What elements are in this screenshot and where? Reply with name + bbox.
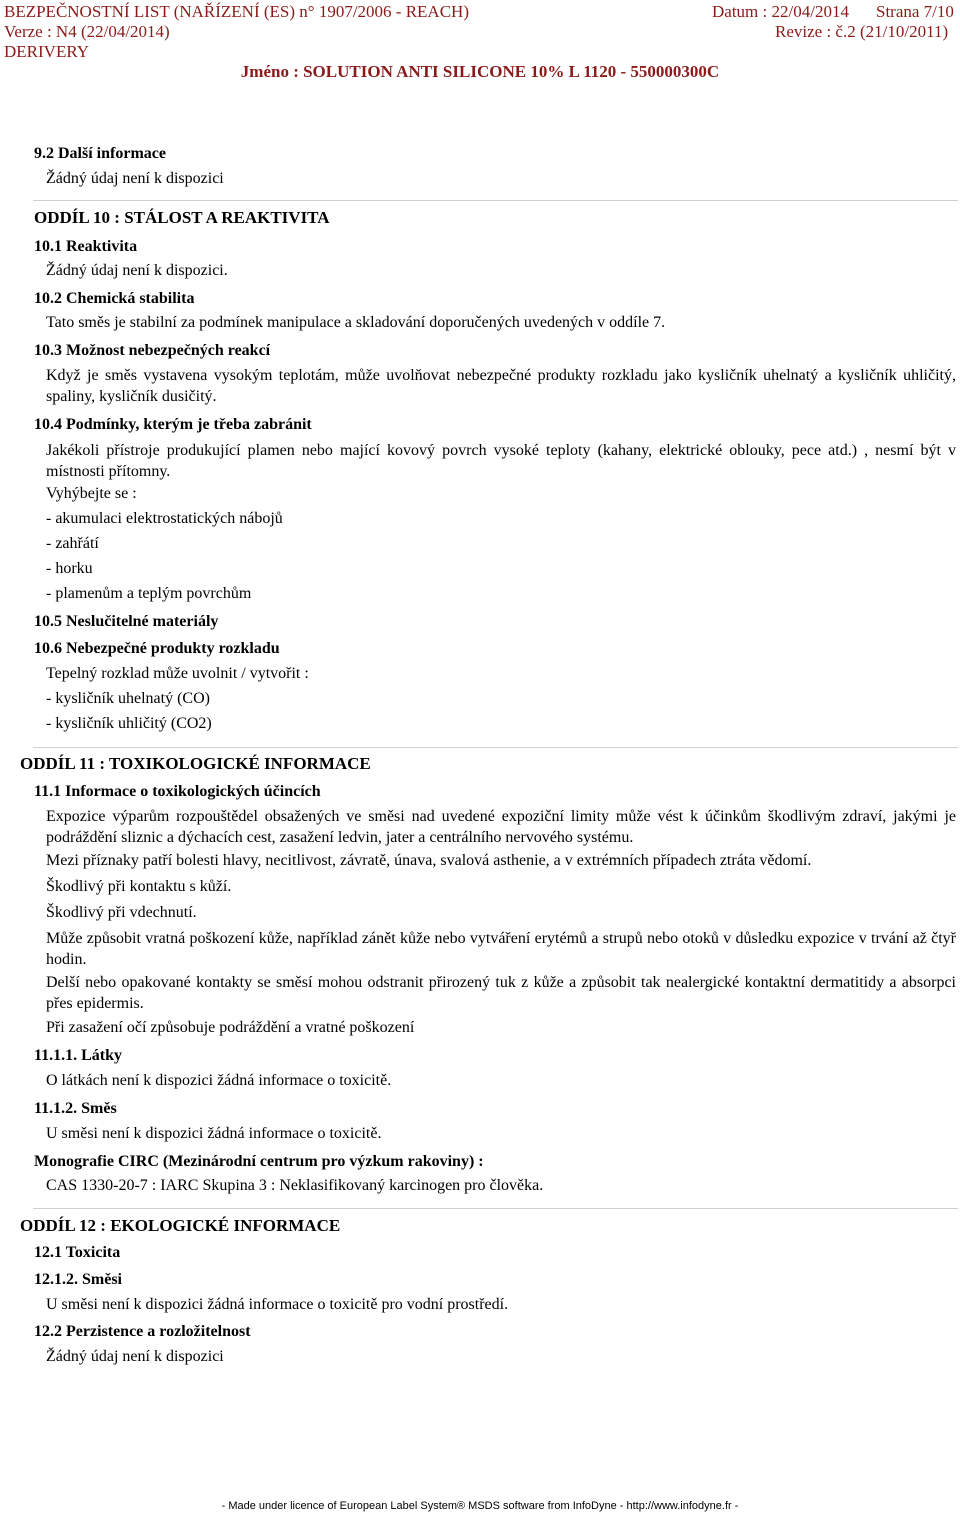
section-10-3-text: Když je směs vystavena vysokým teplotám, může uvolňovat nebezpečné produkty rozkladu jako kysličník uhelnatý a kysličník uhličitý, spaliny, kysličník dusičitý. <box>46 367 956 405</box>
section-12-1-2-text: U směsi není k dispozici žádná informace o toxicitě pro vodní prostředí. <box>46 1296 509 1313</box>
list-item: - kysličník uhličitý (CO2) <box>46 715 212 732</box>
section-10-1-title: 10.1 Reaktivita <box>34 238 138 255</box>
section-10-5-title: 10.5 Neslučitelné materiály <box>34 613 219 630</box>
section-10-4-title: 10.4 Podmínky, kterým je třeba zabránit <box>34 416 312 433</box>
toxicology-paragraph: Expozice výparům rozpouštědel obsažených ve směsi nad uvedené expoziční limity může vést k účinkům škodlivým zdraví, jakými je podráždění sliznic a dýchacích cest, zasažení ledvin, jater a centrálního nervového systému. <box>46 808 956 846</box>
section-10-6-title: 10.6 Nebezpečné produkty rozkladu <box>34 640 280 657</box>
circ-title: Monografie CIRC (Mezinárodní centrum pro výzkum rakoviny) : <box>34 1153 484 1170</box>
toxicology-paragraph: Může způsobit vratná poškození kůže, například zánět kůže nebo vytváření erytémů a strupů nebo otoků v důsledku expozice v trvání až čtyř hodin. <box>46 930 956 968</box>
section-divider <box>33 200 958 201</box>
list-item: - akumulaci elektrostatických nábojů <box>46 510 283 527</box>
section-11-title: ODDÍL 11 : TOXIKOLOGICKÉ INFORMACE <box>20 754 371 773</box>
section-10-2-title: 10.2 Chemická stabilita <box>34 290 195 307</box>
toxicology-paragraph: Delší nebo opakované kontakty se směsí mohou odstranit přirozený tuk z kůže a způsobit tak nealergické kontaktní dermatitidy a absorpci přes epidermis. <box>46 974 956 1012</box>
list-item: - zahřátí <box>46 535 99 552</box>
section-9-2-text: Žádný údaj není k dispozici <box>46 170 224 187</box>
avoid-label: Vyhýbejte se : <box>46 485 137 502</box>
section-10-2-text: Tato směs je stabilní za podmínek manipulace a skladování doporučených uvedených v oddíle 7. <box>46 314 666 331</box>
section-divider <box>33 1208 958 1209</box>
section-10-title: ODDÍL 10 : STÁLOST A REAKTIVITA <box>34 208 330 227</box>
section-10-1-text: Žádný údaj není k dispozici. <box>46 262 228 279</box>
section-11-1-1-title: 11.1.1. Látky <box>34 1047 123 1064</box>
list-item: - kysličník uhelnatý (CO) <box>46 690 210 707</box>
section-11-1-2-title: 11.1.2. Směs <box>34 1100 117 1117</box>
toxicology-paragraph: Škodlivý při vdechnutí. <box>46 904 197 921</box>
document-revision: Revize : č.2 (21/10/2011) <box>775 22 949 41</box>
section-12-1-title: 12.1 Toxicita <box>34 1244 121 1261</box>
circ-text: CAS 1330-20-7 : IARC Skupina 3 : Neklasifikovaný karcinogen pro člověka. <box>46 1177 544 1194</box>
product-name: Jméno : SOLUTION ANTI SILICONE 10% L 1120 - 550000300C <box>240 62 720 81</box>
section-12-2-title: 12.2 Perzistence a rozložitelnost <box>34 1323 251 1340</box>
document-title: BEZPEČNOSTNÍ LIST (NAŘÍZENÍ (ES) n° 1907/2006 - REACH) <box>4 2 469 21</box>
section-12-2-text: Žádný údaj není k dispozici <box>46 1348 224 1365</box>
section-divider <box>33 747 958 748</box>
section-9-2-title: 9.2 Další informace <box>34 145 166 162</box>
list-item: - horku <box>46 560 93 577</box>
section-10-6-text: Tepelný rozklad může uvolnit / vytvořit : <box>46 665 309 682</box>
section-11-1-1-text: O látkách není k dispozici žádná informace o toxicitě. <box>46 1072 392 1089</box>
document-version: Verze : N4 (22/04/2014) <box>4 22 170 41</box>
toxicology-paragraph: Mezi příznaky patří bolesti hlavy, necitlivost, závratě, únava, svalová asthenie, a v extrémních případech ztráta vědomí. <box>46 852 812 869</box>
section-10-4-text: Jakékoli přístroje produkující plamen nebo mající kovový povrch vysoké teploty (kahany, elektrické oblouky, pece atd.) , nesmí být v místnosti přítomny. <box>46 442 956 480</box>
section-10-3-title: 10.3 Možnost nebezpečných reakcí <box>34 342 271 359</box>
section-12-title: ODDÍL 12 : EKOLOGICKÉ INFORMACE <box>20 1216 341 1235</box>
section-11-1-2-text: U směsi není k dispozici žádná informace o toxicitě. <box>46 1125 382 1142</box>
footer-licence: - Made under licence of European Label System® MSDS software from InfoDyne - http://www.infodyne.fr - <box>221 1500 739 1512</box>
section-11-1-title: 11.1 Informace o toxikologických účincích <box>34 783 321 800</box>
section-12-1-2-title: 12.1.2. Směsi <box>34 1271 122 1288</box>
list-item: - plamenům a teplým povrchům <box>46 585 252 602</box>
toxicology-paragraph: Škodlivý při kontaktu s kůží. <box>46 878 232 895</box>
toxicology-paragraph: Při zasažení očí způsobuje podráždění a vratné poškození <box>46 1019 415 1036</box>
document-date: Datum : 22/04/2014 <box>712 2 849 21</box>
page-number: Strana 7/10 <box>876 2 954 21</box>
company-name: DERIVERY <box>4 42 89 61</box>
